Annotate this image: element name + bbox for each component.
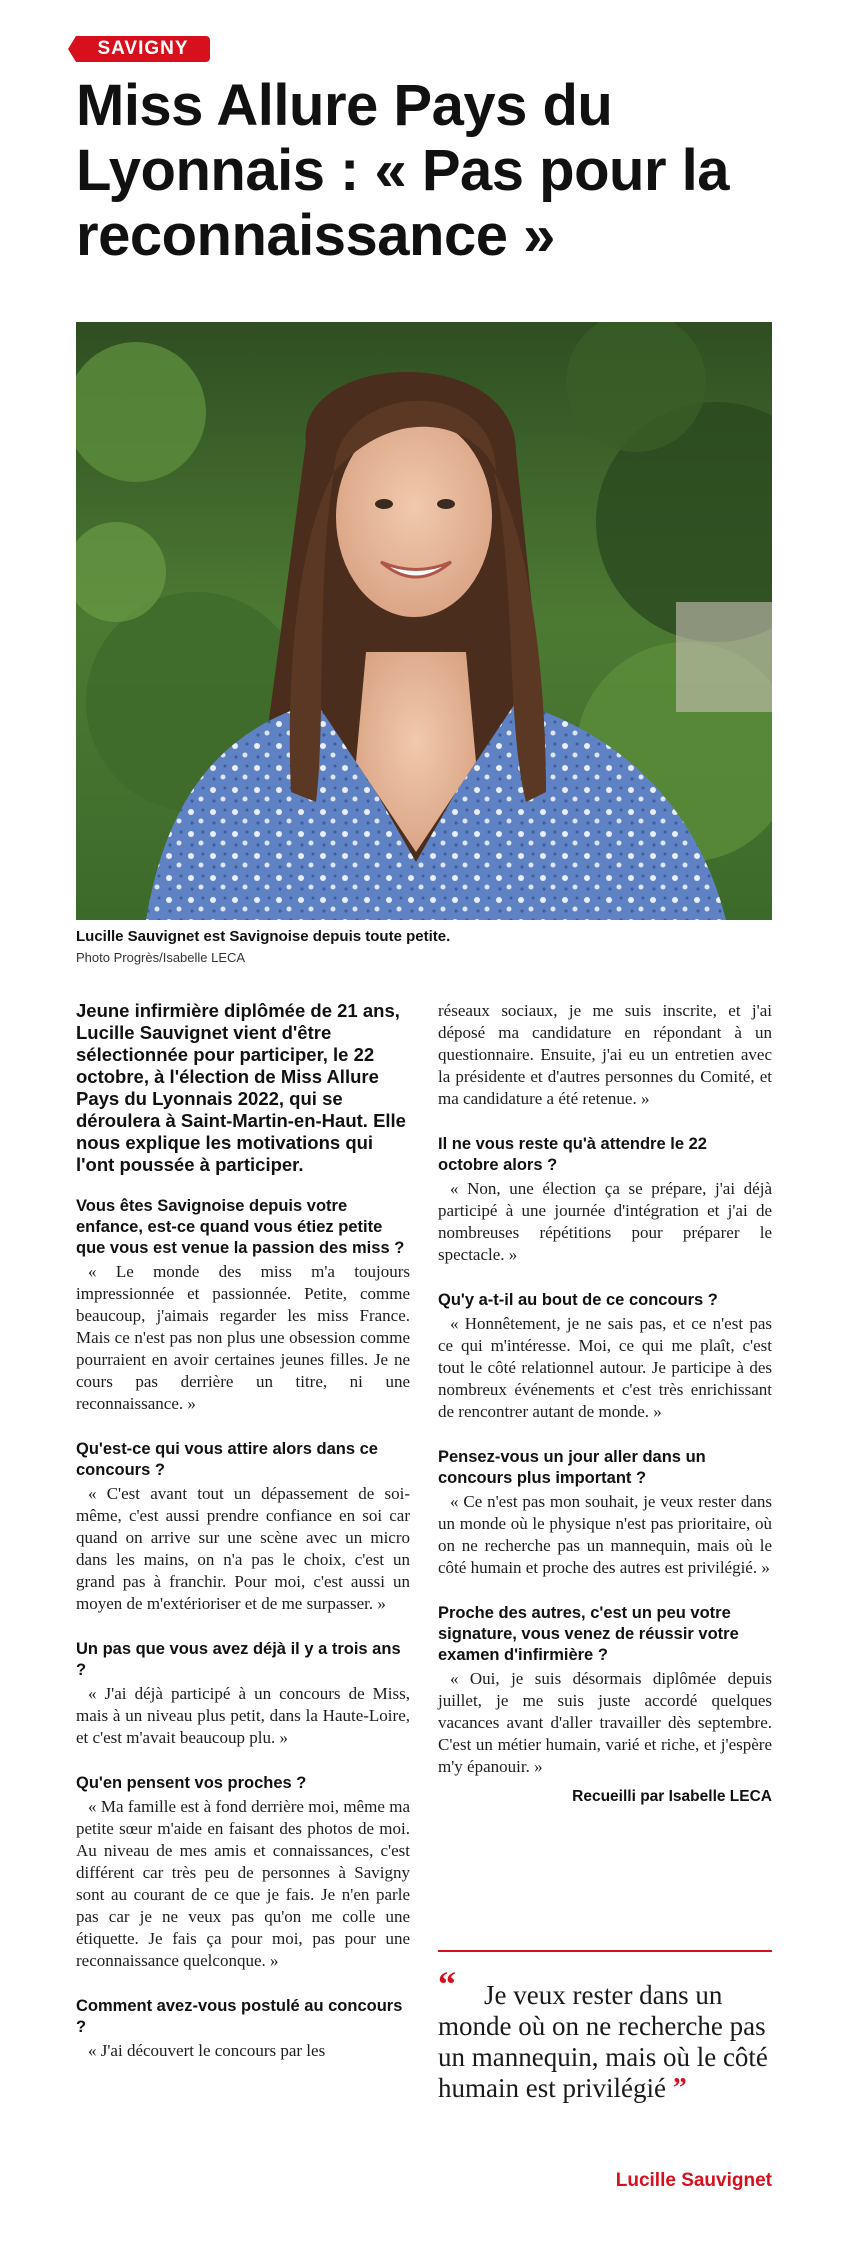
question: Un pas que vous avez déjà il y a trois ans ?: [76, 1640, 401, 1679]
photo-caption: Lucille Sauvignet est Savignoise depuis toute petite.: [76, 928, 451, 945]
photo-credit: Photo Progrès/Isabelle LECA: [76, 950, 246, 965]
question: Il ne vous reste qu'à attendre le 22 octobre alors ?: [438, 1135, 707, 1174]
question: Qu'y a-t-il au bout de ce concours ?: [438, 1291, 718, 1309]
answer: « J'ai déjà participé à un concours de Miss, mais à un niveau plus petit, dans la Haute-Loire, et c'est m'avait beaucoup plu. »: [76, 1684, 410, 1747]
answer: « Oui, je suis désormais diplômée depuis juillet, je me suis juste accordé quelques vacances avant d'aller travailler dès septembre. C'est un métier humain, varié et riche, et j'espère m'y épanouir. »: [438, 1669, 772, 1776]
answer: « C'est avant tout un dépassement de soi-même, c'est aussi prendre confiance en soi car quand on arrive sur une scène avec un micro dans les mains, on n'a pas le choix, c'est un grand pas à franchir. Pour moi, c'est aussi un moyen de m'extérioriser et de me surpasser. »: [76, 1484, 410, 1613]
article-headline: Miss Allure Pays du Lyonnais : « Pas pour la reconnaissance »: [76, 73, 730, 268]
article-lead: Jeune infirmière diplômée de 21 ans, Lucille Sauvignet vient d'être sélectionnée pour participer, le 22 octobre, à l'élection de Miss Allure Pays du Lyonnais 2022, qui se déroulera à Saint-Martin-en-Haut. Elle nous explique les motivations qui l'ont poussée à participer.: [76, 1000, 406, 1175]
answer: « Non, une élection ça se prépare, j'ai déjà participé à une journée d'intégration et j'ai de nombreuses répétitions pour préparer le spectacle. »: [438, 1179, 772, 1264]
section-kicker: SAVIGNY: [76, 36, 210, 62]
answer-continued: réseaux sociaux, je me suis inscrite, et j'ai déposé ma candidature en répondant à un questionnaire. Ensuite, j'ai eu un entretien avec la présidente et d'autres personnes du Comité, et ma candidature a été retenue. »: [438, 1001, 772, 1108]
article-column-right: [438, 1000, 772, 1806]
answer: « Ce n'est pas mon souhait, je veux rester dans un monde où le physique n'est pas prioritaire, où on ne recherche pas un mannequin, mais où le côté humain et proche des autres est privilégié. »: [438, 1492, 772, 1577]
open-quote-icon: “: [438, 1964, 456, 2004]
article-photo: [76, 322, 772, 920]
answer: « J'ai découvert le concours par les: [88, 2041, 326, 2060]
answer: « Ma famille est à fond derrière moi, même ma petite sœur m'aide en faisant des photos de moi. Au niveau de mes amis et connaissances, c'est différent car très peu de personnes à Savigny sont au courant de ce que je fais. Je n'en parle pas car je ne veux pas qu'on me colle une étiquette. Je fais ça pour moi, pas pour une reconnaissance quelconque. »: [76, 1797, 410, 1970]
question: Proche des autres, c'est un peu votre signature, vous venez de réussir votre examen d'infirmière ?: [438, 1604, 739, 1664]
pull-quote: [438, 1950, 772, 2202]
pull-quote-author: Lucille Sauvignet: [615, 2170, 772, 2191]
answer: « Honnêtement, je ne sais pas, et ce n'est pas ce qui m'intéresse. Moi, ce qui me plaît, c'est tout le côté relationnel autour. Je participe à des nombreux événements et c'est très enrichissant de rencontrer autant de monde. »: [438, 1314, 772, 1421]
pull-quote-text: [438, 1980, 772, 2104]
answer: « Le monde des miss m'a toujours impressionnée et passionnée. Petite, comme beaucoup, j'aimais regarder les miss France. Mais ce n'est pas non plus une obsession comme pourraient en avoir certaines jeunes filles. Je ne cours pas derrière un titre, ni une reconnaissance. »: [76, 1262, 410, 1413]
close-quote-icon: ”: [672, 2073, 687, 2104]
question: Comment avez-vous postulé au concours ?: [76, 1997, 403, 2036]
question: Pensez-vous un jour aller dans un concours plus important ?: [438, 1448, 706, 1487]
question: Vous êtes Savignoise depuis votre enfance, est-ce quand vous étiez petite que vous est venue la passion des miss ?: [76, 1197, 405, 1257]
pull-quote-body: Je veux rester dans un monde où on ne recherche pas un mannequin, mais où le côté humain est privilégié: [438, 1980, 768, 2103]
question: Qu'est-ce qui vous attire alors dans ce concours ?: [76, 1440, 378, 1479]
article-byline: Recueilli par Isabelle LECA: [572, 1788, 772, 1805]
portrait-image: [76, 322, 772, 920]
article-column-left: [76, 1000, 410, 2086]
question: Qu'en pensent vos proches ?: [76, 1774, 307, 1792]
